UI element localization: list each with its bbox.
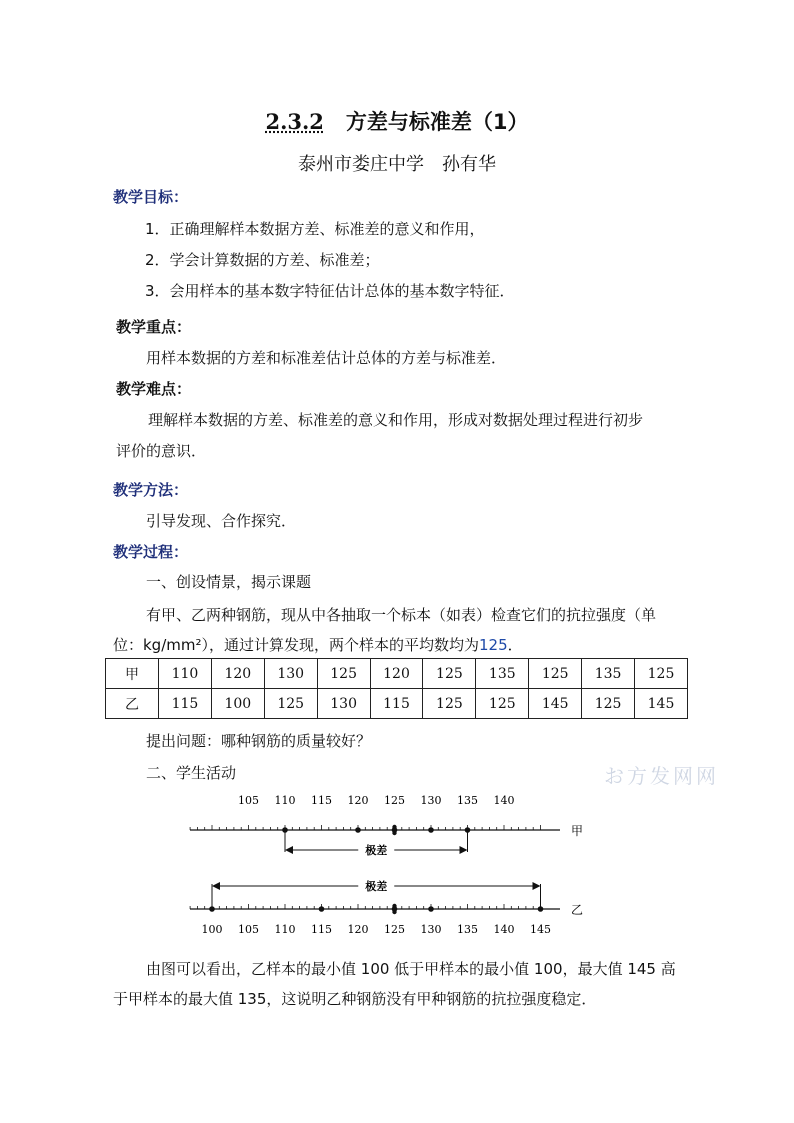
tick-label: 125 (384, 794, 405, 807)
data-point-stacked (392, 825, 396, 829)
tick-label: 120 (347, 794, 369, 807)
mean-value: 125 (479, 636, 508, 654)
section-1-title: 一、创设情景，揭示课题 (146, 573, 312, 591)
table-row-label: 甲 (106, 659, 159, 689)
section-2-title: 二、学生活动 (146, 764, 237, 782)
title-text: 方差与标准差（1） (345, 110, 529, 134)
table-cell: 100 (211, 689, 264, 719)
table-row-yi (106, 689, 688, 719)
difficulties-heading: 教学难点： (116, 380, 192, 398)
author-line: 泰州市娄庄中学 孙有华 (298, 154, 496, 175)
table-cell: 135 (582, 659, 635, 689)
data-point (355, 827, 361, 833)
table-cell: 125 (264, 689, 317, 719)
difficulties-line-1: 理解样本数据的方差、标准差的意义和作用，形成对数据处理过程进行初步 (148, 411, 644, 429)
key-points-heading: 教学重点： (116, 318, 192, 336)
title-number: 2.3.2 (265, 109, 324, 134)
table-cell: 120 (211, 659, 264, 689)
question-text: 提出问题：哪种钢筋的质量较好？ (146, 732, 372, 750)
tick-label: 145 (530, 923, 551, 936)
table-cell: 145 (529, 689, 582, 719)
document-title (0, 106, 794, 136)
tick-label: 100 (201, 923, 223, 936)
table-cell: 135 (476, 659, 529, 689)
data-point (428, 827, 434, 833)
tick-label: 105 (238, 923, 259, 936)
table-cell: 125 (317, 659, 370, 689)
range-label: 极差 (365, 880, 388, 893)
objectives-heading: 教学目标： (113, 188, 189, 206)
data-point (428, 906, 434, 912)
range-label: 极差 (365, 844, 388, 857)
table-row-label: 乙 (106, 689, 159, 719)
table-cell: 125 (476, 689, 529, 719)
table-cell: 120 (370, 659, 423, 689)
tick-label: 105 (238, 794, 259, 807)
strength-table (105, 658, 688, 719)
tick-label: 110 (274, 923, 296, 936)
objective-item: 3．会用样本的基本数字特征估计总体的基本数字特征． (145, 282, 515, 300)
data-point-stacked (392, 904, 396, 908)
tick-label: 120 (347, 923, 369, 936)
data-point-stacked (392, 910, 396, 914)
table-cell: 115 (370, 689, 423, 719)
series-name: 乙 (570, 903, 584, 917)
intro-line-1: 有甲、乙两种钢筋，现从中各抽取一个标本（如表）检查它们的抗拉强度（单 (146, 606, 657, 624)
tick-label: 110 (274, 794, 296, 807)
number-line-yi (185, 879, 583, 936)
data-point-stacked (392, 831, 396, 835)
objective-item: 2．学会计算数据的方差、标准差； (145, 251, 380, 269)
table-cell: 125 (423, 689, 476, 719)
key-points-text: 用样本数据的方差和标准差估计总体的方差与标准差． (146, 349, 507, 367)
table-cell: 130 (264, 659, 317, 689)
intro-line-2-end: ． (507, 636, 523, 654)
tick-label: 135 (457, 923, 478, 936)
table-cell: 125 (423, 659, 476, 689)
tick-label: 115 (311, 923, 332, 936)
methods-heading: 教学方法： (113, 481, 189, 499)
conclusion-line-2: 于甲样本的最大值 135，这说明乙种钢筋没有甲种钢筋的抗拉强度稳定． (113, 990, 597, 1008)
table-cell: 145 (635, 689, 688, 719)
tick-label: 125 (384, 923, 405, 936)
table-cell: 110 (159, 659, 212, 689)
table-cell: 125 (635, 659, 688, 689)
conclusion-line-1: 由图可以看出，乙样本的最小值 100 低于甲样本的最小值 100，最大值 145 高 (146, 960, 676, 978)
tick-label: 140 (493, 794, 515, 807)
watermark: お方发网网 (604, 764, 719, 788)
intro-line-2-text: 位：kg/mm²），通过计算发现，两个样本的平均数均为 (113, 636, 480, 654)
range-number-line-figure (185, 788, 595, 938)
table-cell: 130 (317, 689, 370, 719)
tick-label: 135 (457, 794, 478, 807)
process-heading: 教学过程： (113, 543, 189, 561)
tick-label: 130 (420, 923, 442, 936)
tick-label: 115 (311, 794, 332, 807)
data-point (319, 906, 325, 912)
series-name: 甲 (570, 824, 584, 838)
table-cell: 115 (159, 689, 212, 719)
tick-label: 130 (420, 794, 442, 807)
difficulties-line-2: 评价的意识． (116, 442, 207, 460)
table-cell: 125 (582, 689, 635, 719)
objective-item: 1．正确理解样本数据方差、标准差的意义和作用， (145, 220, 485, 238)
table-row-jia (106, 659, 688, 689)
table-cell: 125 (529, 659, 582, 689)
tick-label: 140 (493, 923, 515, 936)
intro-line-2 (113, 634, 523, 655)
methods-text: 引导发现、合作探究． (146, 512, 297, 530)
number-line-jia (185, 794, 583, 857)
